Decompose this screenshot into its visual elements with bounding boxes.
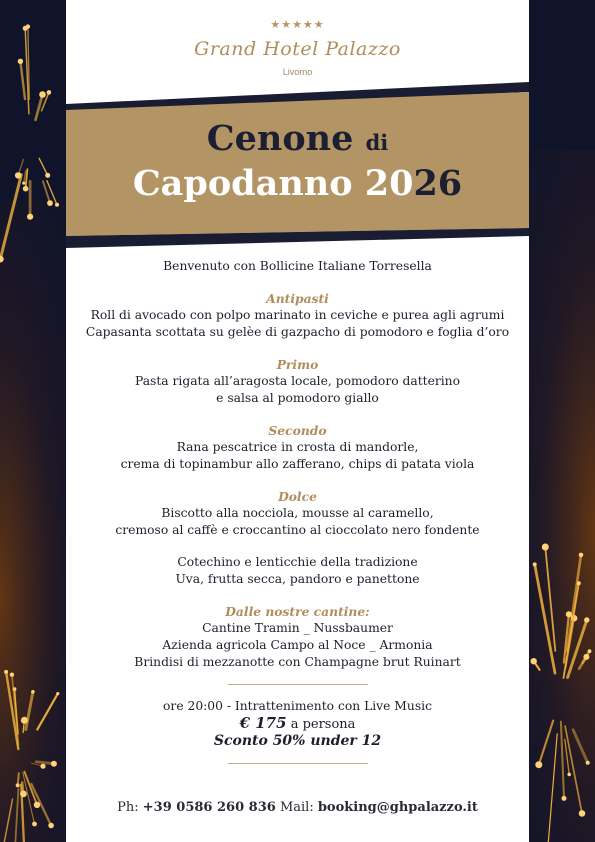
spark-tip (40, 764, 45, 769)
section-title-secondo: Secondo (268, 423, 327, 438)
menu-item: Pasta rigata all’aragosta locale, pomodoro datterino (134, 374, 461, 388)
phone-label: Ph: (117, 800, 139, 815)
hotel-stars: ★★★★★ (270, 18, 325, 31)
email-link[interactable]: booking@ghpalazzo.it (317, 800, 478, 815)
mail-label: Mail: (279, 800, 314, 815)
menu-body (66, 258, 529, 777)
spark-tip (562, 796, 567, 801)
spark-tip (51, 761, 57, 767)
title-word-cenone: Cenone (206, 118, 354, 159)
spark-tip (577, 581, 581, 585)
menu-item: Biscotto alla nocciola, mousse al caramello, (161, 506, 434, 520)
hotel-city: Livorno (282, 67, 313, 77)
spark-tip (583, 654, 589, 660)
event-price (66, 715, 529, 733)
spark-tip (579, 810, 586, 817)
title-word-di: di (365, 130, 389, 155)
spark-tip (542, 544, 549, 551)
divider-top (228, 684, 368, 685)
spark-tip (533, 562, 537, 566)
title-year-suffix: 26 (413, 163, 463, 204)
spark-tip (16, 783, 20, 787)
menu-item: Roll di avocado con polpo marinato in ceviche e purea agli agrumi (90, 308, 505, 322)
price-suffix: a persona (290, 717, 356, 732)
spark-tip (56, 692, 59, 695)
spark-tip (588, 649, 592, 653)
spark-tip (579, 553, 584, 558)
contact-line (66, 800, 529, 815)
price-value: € 175 (239, 714, 287, 732)
spark-tip (566, 611, 572, 617)
spark-tip (531, 658, 537, 664)
phone-number[interactable]: +39 0586 260 836 (142, 800, 276, 815)
spark-tip (48, 823, 54, 829)
title-capodanno: Capodanno 20 (132, 163, 414, 204)
menu-item: Cotechino e lenticchie della tradizione (177, 555, 418, 569)
menu-item: e salsa al pomodoro giallo (216, 391, 379, 405)
spark-tip (586, 761, 590, 765)
hotel-name-logo: Grand Hotel Palazzo (194, 38, 401, 60)
discount-note: Sconto 50% under 12 (213, 733, 382, 749)
spark-tip (567, 773, 571, 777)
menu-item: Rana pescatrice in crosta di mandorle, (176, 440, 419, 454)
wine-item: Azienda agricola Campo al Noce _ Armonia (162, 638, 433, 652)
menu-item: Uva, frutta secca, pandoro e panettone (175, 572, 420, 586)
divider-bottom (228, 763, 368, 764)
spark-tip (32, 822, 37, 827)
spark-tip (535, 761, 542, 768)
section-title-wines: Dalle nostre cantine: (225, 604, 370, 619)
spark-tip (34, 802, 40, 808)
welcome-drink: Benvenuto con Bollicine Italiane Torresella (163, 259, 432, 273)
menu-item: cremoso al caffè e croccantino al cioccolato nero fondente (115, 523, 480, 537)
spark-tip (21, 717, 28, 724)
spark-tip (10, 673, 14, 677)
section-title-primo: Primo (276, 357, 319, 372)
spark-tip (20, 791, 27, 798)
section-title-antipasti: Antipasti (266, 291, 329, 306)
wine-item: Cantine Tramin _ Nussbaumer (202, 621, 393, 635)
menu-item: Capasanta scottata su gelèe di gazpacho di pomodoro e foglia d’oro (85, 325, 510, 339)
title-line-2 (66, 163, 529, 204)
menu-item: crema di topinambur allo zafferano, chips di patata viola (120, 457, 475, 471)
spark-tip (584, 617, 589, 622)
section-title-dolce: Dolce (278, 489, 317, 504)
wine-item: Brindisi di mezzanotte con Champagne brut Ruinart (134, 655, 461, 669)
spark-tip (31, 690, 35, 694)
title-line-1 (66, 118, 529, 159)
event-time: ore 20:00 - Intrattenimento con Live Music (163, 699, 432, 713)
spark-tip (4, 670, 8, 674)
